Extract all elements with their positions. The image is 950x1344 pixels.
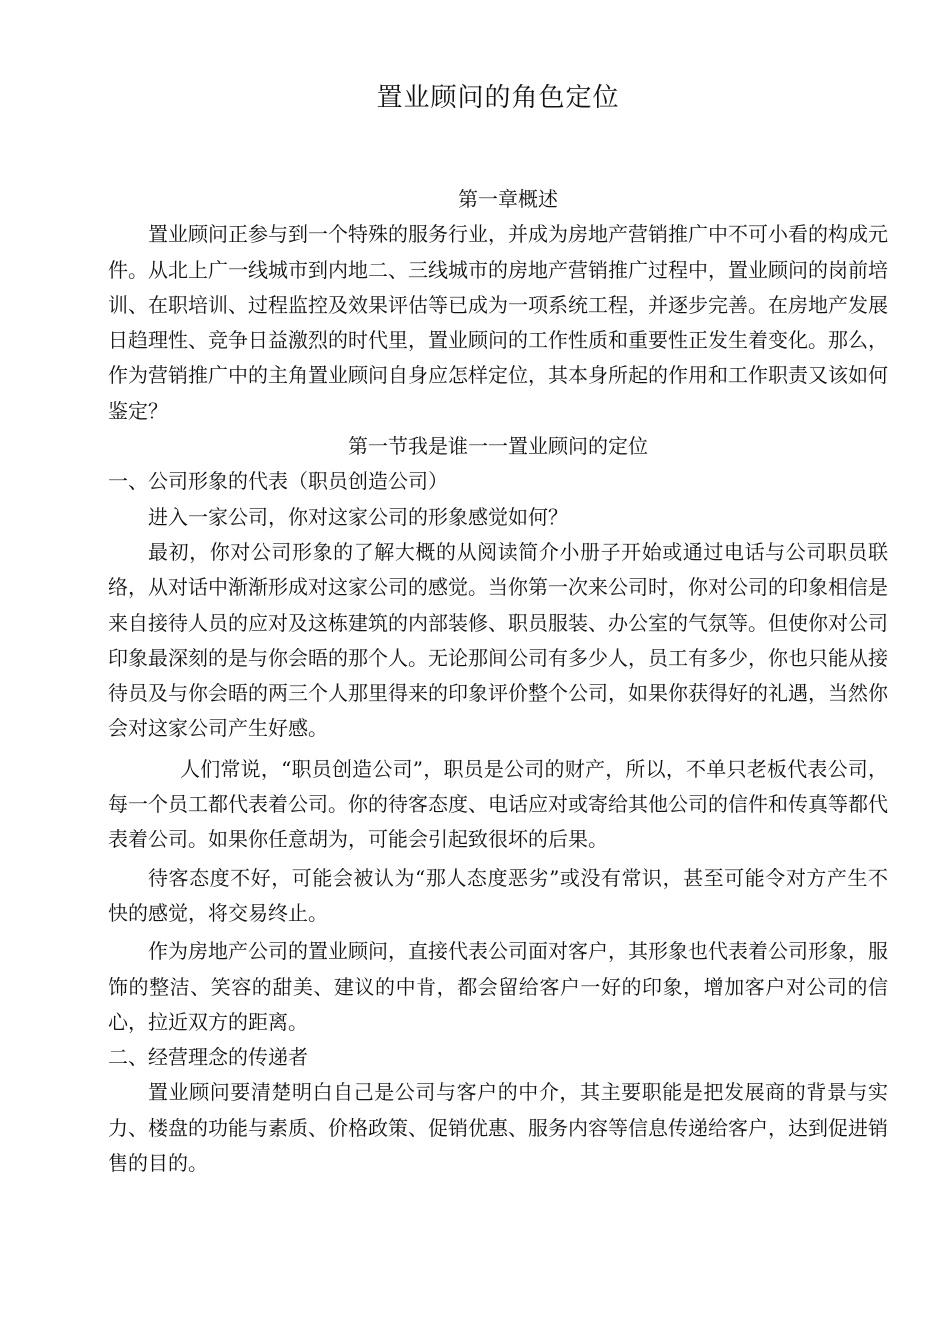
paragraph-first-impression: 最初，你对公司形象的了解大概的从阅读简介小册子开始或通过电话与公司职员联络，从对话中渐渐形成对这家公司的感觉。当你第一次来公司时，你对公司的印象相信是来自接待人员的应对及这栋建筑的内部装修、职员服装、办公室的气氛等。但使你对公司印象最深刻的是与你会晤的那个人。无论那间公司有多少人，员工有多少，你也只能从接待员及与你会晤的两三个人那里得来的印象评价整个公司，如果你获得好的礼遇，当然你会对这家公司产生好感。 bbox=[108, 539, 888, 741]
section-heading: 第一节我是谁一一置业顾问的定位 bbox=[348, 434, 648, 459]
paragraph-question: 进入一家公司，你对这家公司的形象感觉如何？ bbox=[148, 504, 568, 529]
paragraph-staff-create-company: 人们常说，“职员创造公司”，职员是公司的财产，所以，不单只老板代表公司，每一个员工都代表着公司。你的待客态度、电话应对或寄给其他公司的信件和传真等都代表着公司。如果你任意胡为，可能会引起致很坏的后果。 bbox=[108, 756, 888, 852]
document-body bbox=[108, 182, 888, 1181]
paragraph-intermediary: 置业顾问要清楚明白自己是公司与客户的中介，其主要职能是把发展商的背景与实力、楼盘的功能与素质、价格政策、促销优惠、服务内容等信息传递给客户，达到促进销售的目的。 bbox=[108, 1080, 888, 1176]
document-title: 置业顾问的角色定位 bbox=[376, 83, 620, 113]
paragraph-overview: 置业顾问正参与到一个特殊的服务行业，并成为房地产营销推广中不可小看的构成元件。从北上广一线城市到内地二、三线城市的房地产营销推广过程中，置业顾问的岗前培训、在职培训、过程监控及效果评估等已成为一项系统工程，并逐步完善。在房地产发展日趋理性、竞争日益激烈的时代里，置业顾问的工作性质和重要性正发生着变化。那么，作为营销推广中的主角置业顾问自身应怎样定位，其本身所起的作用和工作职责又该如何鉴定？ bbox=[108, 222, 888, 423]
paragraph-consultant-image: 作为房地产公司的置业顾问，直接代表公司面对客户，其形象也代表着公司形象，服饰的整洁、笑容的甜美、建议的中肯，都会留给客户一好的印象，增加客户对公司的信心，拉近双方的距离。 bbox=[108, 939, 888, 1034]
subheading-philosophy: 二、经营理念的传递者 bbox=[108, 1045, 308, 1070]
subheading-company-image: 一、公司形象的代表（职员创造公司） bbox=[108, 469, 448, 494]
paragraph-bad-attitude: 待客态度不好，可能会被认为“那人态度恶劣”或没有常识，甚至可能令对方产生不快的感觉，将交易终止。 bbox=[108, 865, 888, 925]
chapter-heading: 第一章概述 bbox=[458, 187, 558, 211]
